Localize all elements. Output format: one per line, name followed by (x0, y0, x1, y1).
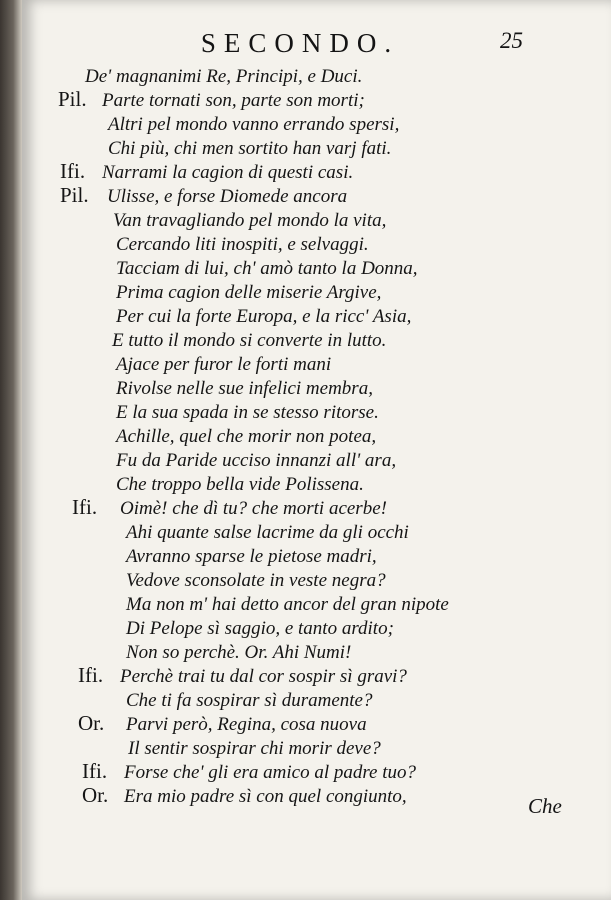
verse-line (0, 689, 611, 713)
verse-line (0, 641, 611, 665)
verse-line (0, 521, 611, 545)
verse-text: Parte tornati son, parte son morti; (102, 90, 365, 111)
verse-text: Il sentir sospirar chi morir deve? (128, 738, 381, 759)
verse-line (0, 305, 611, 329)
verse-line (0, 329, 611, 353)
verse-line (0, 209, 611, 233)
verse-line (0, 713, 611, 737)
verse-line (0, 761, 611, 785)
verse-text: Ulisse, e forse Diomede ancora (107, 186, 348, 207)
verse-text: Per cui la forte Europa, e la ricc' Asia, (116, 306, 412, 327)
verse-text: Parvi però, Regina, cosa nuova (126, 714, 367, 735)
verse-line (0, 185, 611, 209)
verse-text: De' magnanimi Re, Principi, e Duci. (85, 66, 363, 87)
speaker-label: Pil. (60, 183, 89, 207)
speaker-label: Ifi. (60, 159, 86, 183)
verse-text: Oimè! che dì tu? che morti acerbe! (120, 498, 387, 519)
verse-text: Vedove sconsolate in veste negra? (126, 570, 386, 591)
verse-text: Narrami la cagion di questi casi. (102, 162, 354, 183)
verse-text: Ma non m' hai detto ancor del gran nipote (126, 594, 449, 615)
speaker-label: Or. (82, 783, 109, 807)
verse-line (0, 665, 611, 689)
verse-line (0, 737, 611, 761)
speaker-label: Ifi. (78, 663, 104, 687)
running-header: SECONDO. (200, 28, 400, 58)
verse-line (0, 233, 611, 257)
verse-line (0, 137, 611, 161)
speaker-label: Pil. (58, 87, 87, 111)
verse-text: Di Pelope sì saggio, e tanto ardito; (126, 618, 394, 639)
verse-text: Forse che' gli era amico al padre tuo? (124, 762, 417, 783)
verse-line (0, 569, 611, 593)
speaker-label: Ifi. (72, 495, 98, 519)
verse-line (0, 377, 611, 401)
catchword: Che (528, 794, 562, 818)
verse-text: Fu da Paride ucciso innanzi all' ara, (116, 450, 397, 471)
verse-text: Altri pel mondo vanno errando spersi, (108, 114, 400, 135)
verse-line (0, 473, 611, 497)
verse-line (0, 89, 611, 113)
verse-text: Che troppo bella vide Polissena. (116, 474, 364, 495)
verse-text: Avranno sparse le pietose madri, (126, 546, 377, 567)
verse-text: Tacciam di lui, ch' amò tanto la Donna, (116, 258, 418, 279)
verse-text: Era mio padre sì con quel congiunto, (124, 786, 407, 807)
verse-text: Chi più, chi men sortito han varj fati. (108, 138, 392, 159)
verse-text: Rivolse nelle sue infelici membra, (116, 378, 373, 399)
verse-text: Van travagliando pel mondo la vita, (113, 210, 387, 231)
verse-text: Ajace per furor le forti mani (116, 354, 332, 375)
verse-text: Cercando liti inospiti, e selvaggi. (116, 234, 369, 255)
verse-text: Perchè trai tu dal cor sospir sì gravi? (120, 666, 407, 687)
verse-line (0, 161, 611, 185)
page-number: 25 (500, 28, 523, 53)
verse-text: Ahi quante salse lacrime da gli occhi (126, 522, 409, 543)
verse-line (0, 785, 611, 809)
verse-text: E la sua spada in se stesso ritorse. (116, 402, 379, 423)
verse-line (0, 617, 611, 641)
verse-line (0, 281, 611, 305)
verse-text: E tutto il mondo si converte in lutto. (112, 330, 387, 351)
verse-line (0, 65, 611, 89)
verse-line (0, 449, 611, 473)
verse-line (0, 257, 611, 281)
verse-line (0, 425, 611, 449)
speaker-label: Ifi. (82, 759, 108, 783)
verse-line (0, 113, 611, 137)
verse-line (0, 353, 611, 377)
verse-line (0, 401, 611, 425)
verse-line (0, 593, 611, 617)
verse-line (0, 545, 611, 569)
verse-text: Che ti fa sospirar sì duramente? (126, 690, 373, 711)
verse-text: Non so perchè. Or. Ahi Numi! (126, 642, 352, 663)
verse-text: Achille, quel che morir non potea, (116, 426, 377, 447)
speaker-label: Or. (78, 711, 105, 735)
verse-line (0, 497, 611, 521)
verse-text: Prima cagion delle miserie Argive, (116, 282, 382, 303)
